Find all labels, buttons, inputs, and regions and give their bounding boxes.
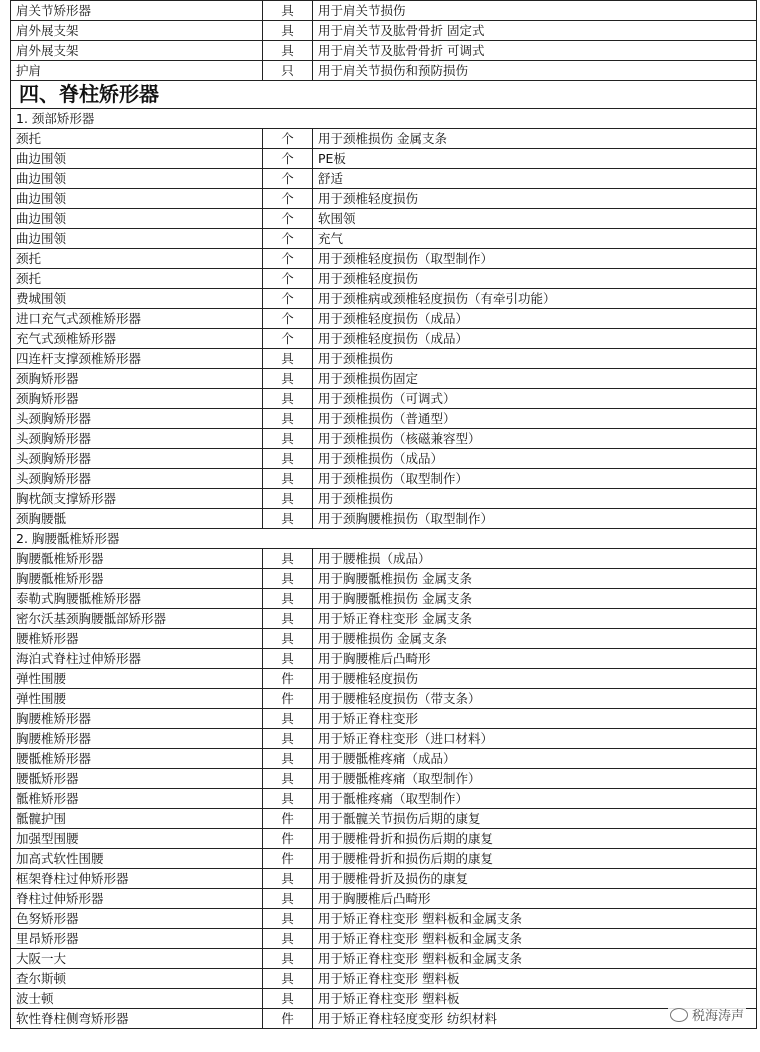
table-row [11, 549, 757, 569]
item-name-cell: 肩外展支架 [11, 21, 263, 41]
item-unit-cell: 具 [263, 769, 313, 789]
table-row [11, 789, 757, 809]
section-heading-row [11, 81, 757, 109]
item-desc-cell: 用于胸腰骶椎损伤 金属支条 [313, 589, 757, 609]
item-name-cell: 大阪一大 [11, 949, 263, 969]
item-desc-cell: 软围领 [313, 209, 757, 229]
item-desc-cell: 用于骶椎疼痛（取型制作） [313, 789, 757, 809]
item-unit-cell: 个 [263, 249, 313, 269]
item-unit-cell: 具 [263, 629, 313, 649]
item-desc-cell: 舒适 [313, 169, 757, 189]
subsection-heading-row [11, 109, 757, 129]
table-row [11, 809, 757, 829]
item-unit-cell: 件 [263, 1009, 313, 1029]
item-name-cell: 里昂矫形器 [11, 929, 263, 949]
table-row [11, 649, 757, 669]
item-name-cell: 肩外展支架 [11, 41, 263, 61]
item-name-cell: 密尔沃基颈胸腰骶部矫形器 [11, 609, 263, 629]
item-name-cell: 头颈胸矫形器 [11, 409, 263, 429]
item-unit-cell: 具 [263, 869, 313, 889]
table-row [11, 209, 757, 229]
table-row [11, 849, 757, 869]
item-unit-cell: 具 [263, 509, 313, 529]
table-row [11, 449, 757, 469]
item-name-cell: 骶髋护围 [11, 809, 263, 829]
item-name-cell: 弹性围腰 [11, 689, 263, 709]
table-row [11, 969, 757, 989]
item-desc-cell: 用于颈椎损伤（可调式） [313, 389, 757, 409]
item-unit-cell: 具 [263, 569, 313, 589]
item-unit-cell: 具 [263, 609, 313, 629]
item-name-cell: 胸腰椎矫形器 [11, 709, 263, 729]
wechat-icon [670, 1008, 688, 1022]
item-name-cell: 胸腰骶椎矫形器 [11, 569, 263, 589]
item-desc-cell: 用于腰椎骨折和损伤后期的康复 [313, 829, 757, 849]
item-unit-cell: 件 [263, 809, 313, 829]
item-unit-cell: 件 [263, 849, 313, 869]
item-desc-cell: 用于颈椎损伤 [313, 489, 757, 509]
item-unit-cell: 具 [263, 889, 313, 909]
item-desc-cell: 用于骶髋关节损伤后期的康复 [313, 809, 757, 829]
table-row [11, 829, 757, 849]
item-unit-cell: 具 [263, 449, 313, 469]
subsection-heading: 1. 颈部矫形器 [11, 109, 757, 129]
item-desc-cell: 用于肩关节损伤 [313, 1, 757, 21]
item-name-cell: 泰勒式胸腰骶椎矫形器 [11, 589, 263, 609]
item-name-cell: 颈胸矫形器 [11, 389, 263, 409]
item-name-cell: 腰骶椎矫形器 [11, 749, 263, 769]
item-unit-cell: 个 [263, 129, 313, 149]
item-unit-cell: 具 [263, 729, 313, 749]
item-name-cell: 腰椎矫形器 [11, 629, 263, 649]
item-unit-cell: 具 [263, 1, 313, 21]
table-row [11, 149, 757, 169]
table-row [11, 509, 757, 529]
table-row [11, 929, 757, 949]
item-name-cell: 腰骶矫形器 [11, 769, 263, 789]
item-desc-cell: 用于腰椎轻度损伤 [313, 669, 757, 689]
table-row [11, 469, 757, 489]
item-desc-cell: 用于颈胸腰椎损伤（取型制作） [313, 509, 757, 529]
item-desc-cell: 用于肩关节及肱骨骨折 固定式 [313, 21, 757, 41]
table-row [11, 269, 757, 289]
item-unit-cell: 个 [263, 289, 313, 309]
table-row [11, 249, 757, 269]
item-name-cell: 曲边围领 [11, 229, 263, 249]
item-unit-cell: 个 [263, 329, 313, 349]
item-name-cell: 胸腰骶椎矫形器 [11, 549, 263, 569]
item-name-cell: 费城围领 [11, 289, 263, 309]
table-row [11, 289, 757, 309]
table-row [11, 869, 757, 889]
item-desc-cell: 用于腰椎损（成品） [313, 549, 757, 569]
item-desc-cell: 用于腰椎骨折及损伤的康复 [313, 869, 757, 889]
item-desc-cell: 用于颈椎损伤（核磁兼容型） [313, 429, 757, 449]
item-unit-cell: 具 [263, 969, 313, 989]
item-desc-cell: 用于颈椎损伤（普通型） [313, 409, 757, 429]
item-name-cell: 查尔斯顿 [11, 969, 263, 989]
item-desc-cell: 用于腰椎骨折和损伤后期的康复 [313, 849, 757, 869]
item-desc-cell: 用于颈椎轻度损伤 [313, 189, 757, 209]
table-row [11, 1, 757, 21]
item-unit-cell: 具 [263, 929, 313, 949]
table-row [11, 909, 757, 929]
item-desc-cell: 用于矫正脊柱变形 [313, 709, 757, 729]
table-row [11, 769, 757, 789]
table-row [11, 709, 757, 729]
item-unit-cell: 具 [263, 989, 313, 1009]
table-row [11, 489, 757, 509]
item-unit-cell: 个 [263, 149, 313, 169]
table-row [11, 129, 757, 149]
item-desc-cell: 用于颈椎轻度损伤（成品） [313, 309, 757, 329]
watermark [668, 1005, 746, 1024]
item-unit-cell: 具 [263, 41, 313, 61]
item-desc-cell: 用于胸腰椎后凸畸形 [313, 649, 757, 669]
item-name-cell: 护肩 [11, 61, 263, 81]
table-row [11, 689, 757, 709]
item-desc-cell: 用于腰椎损伤 金属支条 [313, 629, 757, 649]
item-desc-cell: 用于肩关节及肱骨骨折 可调式 [313, 41, 757, 61]
item-name-cell: 颈托 [11, 249, 263, 269]
item-unit-cell: 个 [263, 269, 313, 289]
table-row [11, 629, 757, 649]
table-row [11, 589, 757, 609]
table-row [11, 329, 757, 349]
item-desc-cell: 用于腰骶椎疼痛（成品） [313, 749, 757, 769]
item-desc-cell: 用于矫正脊柱变形 塑料板和金属支条 [313, 909, 757, 929]
item-desc-cell: 用于肩关节损伤和预防损伤 [313, 61, 757, 81]
item-desc-cell: 用于腰骶椎疼痛（取型制作） [313, 769, 757, 789]
orthosis-price-table [10, 0, 757, 1029]
item-name-cell: 曲边围领 [11, 169, 263, 189]
item-name-cell: 进口充气式颈椎矫形器 [11, 309, 263, 329]
item-unit-cell: 具 [263, 909, 313, 929]
table-row [11, 369, 757, 389]
item-unit-cell: 个 [263, 189, 313, 209]
item-name-cell: 框架脊柱过伸矫形器 [11, 869, 263, 889]
item-name-cell: 加强型围腰 [11, 829, 263, 849]
item-unit-cell: 件 [263, 829, 313, 849]
item-name-cell: 曲边围领 [11, 209, 263, 229]
item-unit-cell: 具 [263, 469, 313, 489]
item-desc-cell: 用于腰椎轻度损伤（带支条） [313, 689, 757, 709]
table-row [11, 409, 757, 429]
item-desc-cell: 用于矫正脊柱变形 金属支条 [313, 609, 757, 629]
item-desc-cell: 用于颈椎轻度损伤 [313, 269, 757, 289]
table-row [11, 569, 757, 589]
table-row [11, 21, 757, 41]
table-row [11, 949, 757, 969]
item-name-cell: 颈胸腰骶 [11, 509, 263, 529]
item-desc-cell: 用于颈椎轻度损伤（取型制作） [313, 249, 757, 269]
item-name-cell: 胸枕颌支撑矫形器 [11, 489, 263, 509]
item-name-cell: 头颈胸矫形器 [11, 469, 263, 489]
subsection-heading: 2. 胸腰骶椎矫形器 [11, 529, 757, 549]
item-unit-cell: 具 [263, 389, 313, 409]
section-heading: 四、脊柱矫形器 [11, 81, 757, 109]
item-desc-cell: 用于胸腰椎后凸畸形 [313, 889, 757, 909]
item-name-cell: 波士顿 [11, 989, 263, 1009]
item-desc-cell: 充气 [313, 229, 757, 249]
item-name-cell: 曲边围领 [11, 189, 263, 209]
item-name-cell: 海泊式脊柱过伸矫形器 [11, 649, 263, 669]
item-unit-cell: 具 [263, 21, 313, 41]
item-unit-cell: 个 [263, 309, 313, 329]
table-row [11, 609, 757, 629]
table-row [11, 169, 757, 189]
subsection-heading-row [11, 529, 757, 549]
item-desc-cell: 用于颈椎损伤 金属支条 [313, 129, 757, 149]
table-row [11, 429, 757, 449]
item-desc-cell: 用于颈椎损伤（取型制作） [313, 469, 757, 489]
item-unit-cell: 具 [263, 589, 313, 609]
item-name-cell: 头颈胸矫形器 [11, 449, 263, 469]
item-name-cell: 弹性围腰 [11, 669, 263, 689]
table-row [11, 1009, 757, 1029]
item-desc-cell: PE板 [313, 149, 757, 169]
item-name-cell: 颈胸矫形器 [11, 369, 263, 389]
item-unit-cell: 具 [263, 709, 313, 729]
item-unit-cell: 具 [263, 649, 313, 669]
item-unit-cell: 具 [263, 549, 313, 569]
table-row [11, 889, 757, 909]
item-desc-cell: 用于颈椎损伤固定 [313, 369, 757, 389]
item-unit-cell: 具 [263, 489, 313, 509]
item-name-cell: 加高式软性围腰 [11, 849, 263, 869]
watermark-text: 税海涛声 [691, 1009, 744, 1024]
item-unit-cell: 件 [263, 689, 313, 709]
item-unit-cell: 具 [263, 789, 313, 809]
item-name-cell: 骶椎矫形器 [11, 789, 263, 809]
item-name-cell: 颈托 [11, 129, 263, 149]
table-row [11, 749, 757, 769]
item-name-cell: 头颈胸矫形器 [11, 429, 263, 449]
table-row [11, 669, 757, 689]
item-unit-cell: 具 [263, 409, 313, 429]
item-name-cell: 充气式颈椎矫形器 [11, 329, 263, 349]
item-desc-cell: 用于矫正脊柱变形 塑料板 [313, 989, 757, 1009]
item-desc-cell: 用于矫正脊柱变形（进口材料） [313, 729, 757, 749]
table-row [11, 61, 757, 81]
item-unit-cell: 只 [263, 61, 313, 81]
table-row [11, 189, 757, 209]
item-name-cell: 脊柱过伸矫形器 [11, 889, 263, 909]
item-name-cell: 软性脊柱侧弯矫形器 [11, 1009, 263, 1029]
table-row [11, 349, 757, 369]
item-name-cell: 曲边围领 [11, 149, 263, 169]
item-unit-cell: 具 [263, 749, 313, 769]
item-desc-cell: 用于颈椎损伤 [313, 349, 757, 369]
item-name-cell: 色努矫形器 [11, 909, 263, 929]
table-row [11, 729, 757, 749]
item-desc-cell: 用于矫正脊柱变形 塑料板和金属支条 [313, 949, 757, 969]
item-name-cell: 四连杆支撑颈椎矫形器 [11, 349, 263, 369]
item-desc-cell: 用于矫正脊柱变形 塑料板和金属支条 [313, 929, 757, 949]
item-desc-cell: 用于胸腰骶椎损伤 金属支条 [313, 569, 757, 589]
table-row [11, 41, 757, 61]
item-desc-cell: 用于颈椎损伤（成品） [313, 449, 757, 469]
item-unit-cell: 件 [263, 669, 313, 689]
item-unit-cell: 个 [263, 209, 313, 229]
item-unit-cell: 具 [263, 429, 313, 449]
item-desc-cell: 用于矫正脊柱变形 塑料板 [313, 969, 757, 989]
item-unit-cell: 具 [263, 949, 313, 969]
item-name-cell: 颈托 [11, 269, 263, 289]
table-row [11, 389, 757, 409]
table-row [11, 989, 757, 1009]
item-name-cell: 肩关节矫形器 [11, 1, 263, 21]
item-desc-cell: 用于颈椎轻度损伤（成品） [313, 329, 757, 349]
item-desc-cell: 用于矫正脊柱轻度变形 纺织材料 [313, 1009, 757, 1029]
item-unit-cell: 具 [263, 349, 313, 369]
item-unit-cell: 具 [263, 369, 313, 389]
item-unit-cell: 个 [263, 229, 313, 249]
item-desc-cell: 用于颈椎病或颈椎轻度损伤（有牵引功能） [313, 289, 757, 309]
table-row [11, 229, 757, 249]
table-row [11, 309, 757, 329]
item-name-cell: 胸腰椎矫形器 [11, 729, 263, 749]
item-unit-cell: 个 [263, 169, 313, 189]
